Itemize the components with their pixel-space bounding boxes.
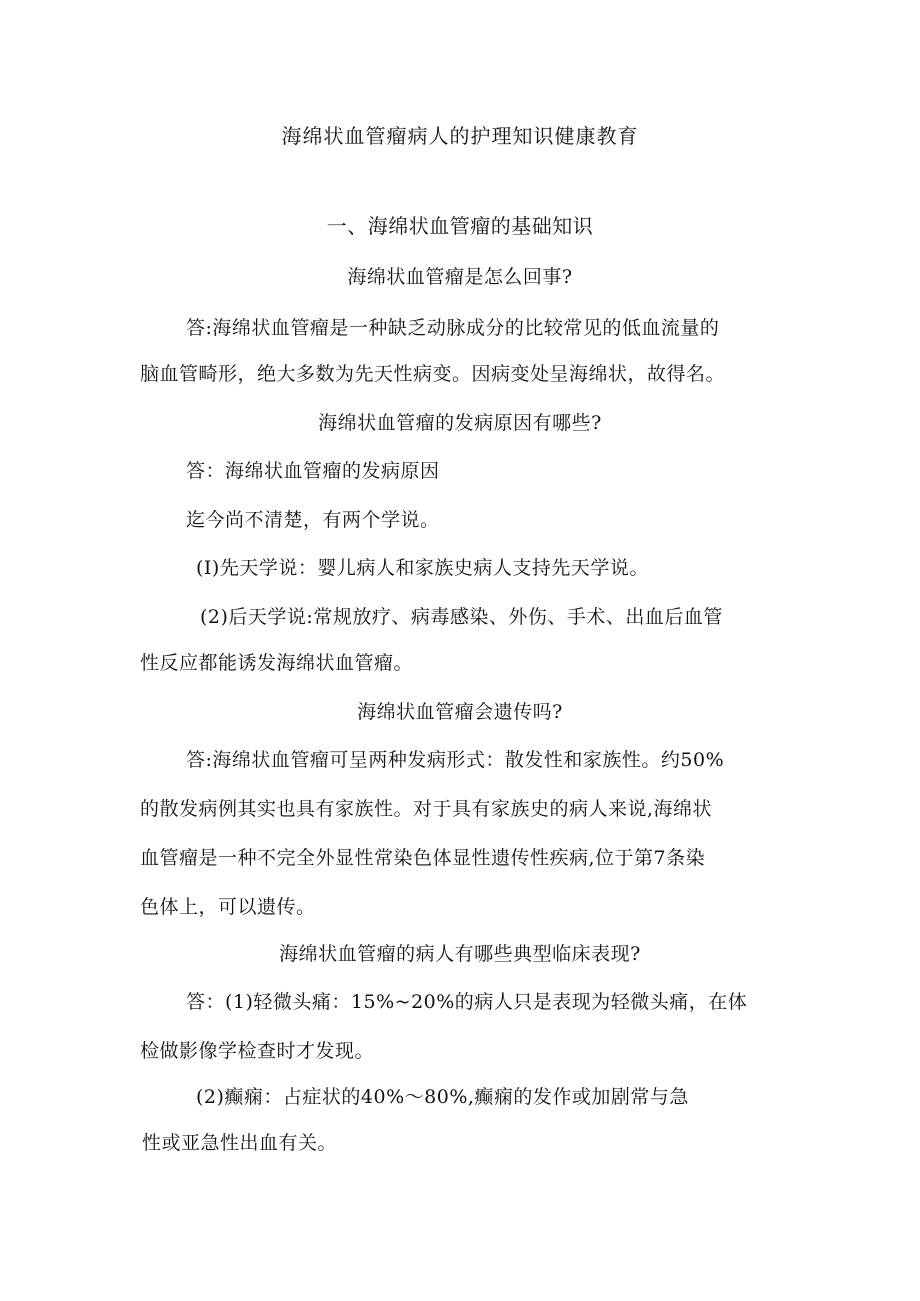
answer-2-point-2-line-1: (2)后天学说:常规放疗、病毒感染、外伤、手术、出血后血管 bbox=[200, 606, 723, 628]
answer-2-line-2: 迄今尚不清楚，有两个学说。 bbox=[186, 509, 440, 531]
question-3: 海绵状血管瘤会遗传吗? bbox=[357, 701, 563, 723]
answer-4-line-1: 答：(1)轻微头痛：15%~20%的病人只是表现为轻微头痛，在体 bbox=[186, 991, 748, 1013]
answer-3-line-4: 色体上，可以遗传。 bbox=[140, 896, 316, 918]
question-2: 海绵状血管瘤的发病原因有哪些? bbox=[318, 412, 602, 434]
answer-2-point-1: (I)先天学说：婴儿病人和家族史病人支持先天学说。 bbox=[196, 557, 649, 579]
answer-4-point-2-line-1: (2)癫痫：占症状的40%～80%,癫痫的发作或加剧常与急 bbox=[196, 1086, 689, 1108]
answer-1-line-2: 脑血管畸形，绝大多数为先天性病变。因病变处呈海绵状，故得名。 bbox=[140, 363, 726, 385]
document-title: 海绵状血管瘤病人的护理知识健康教育 bbox=[281, 124, 639, 148]
answer-2-line-1: 答：海绵状血管瘤的发病原因 bbox=[186, 460, 440, 482]
answer-3-line-3: 血管瘤是一种不完全外显性常染色体显性遗传性疾病,位于第7条染 bbox=[140, 847, 706, 869]
answer-4-point-2-line-2: 性或亚急性出血有关。 bbox=[142, 1132, 338, 1154]
answer-1-line-1: 答:海绵状血管瘤是一种缺乏动脉成分的比较常见的低血流量的 bbox=[186, 317, 720, 339]
answer-4-line-2: 检做影像学检查时才发现。 bbox=[140, 1040, 375, 1062]
section-heading: 一、海绵状血管瘤的基础知识 bbox=[326, 214, 594, 238]
answer-3-line-1: 答:海绵状血管瘤可呈两种发病形式：散发性和家族性。约50% bbox=[186, 749, 725, 771]
question-1: 海绵状血管瘤是怎么回事? bbox=[347, 266, 573, 288]
answer-2-point-2-line-2: 性反应都能诱发海绵状血管瘤。 bbox=[140, 652, 414, 674]
question-4: 海绵状血管瘤的病人有哪些典型临床表现? bbox=[279, 943, 641, 965]
answer-3-line-2: 的散发病例其实也具有家族性。对于具有家族史的病人来说,海绵状 bbox=[140, 798, 713, 820]
